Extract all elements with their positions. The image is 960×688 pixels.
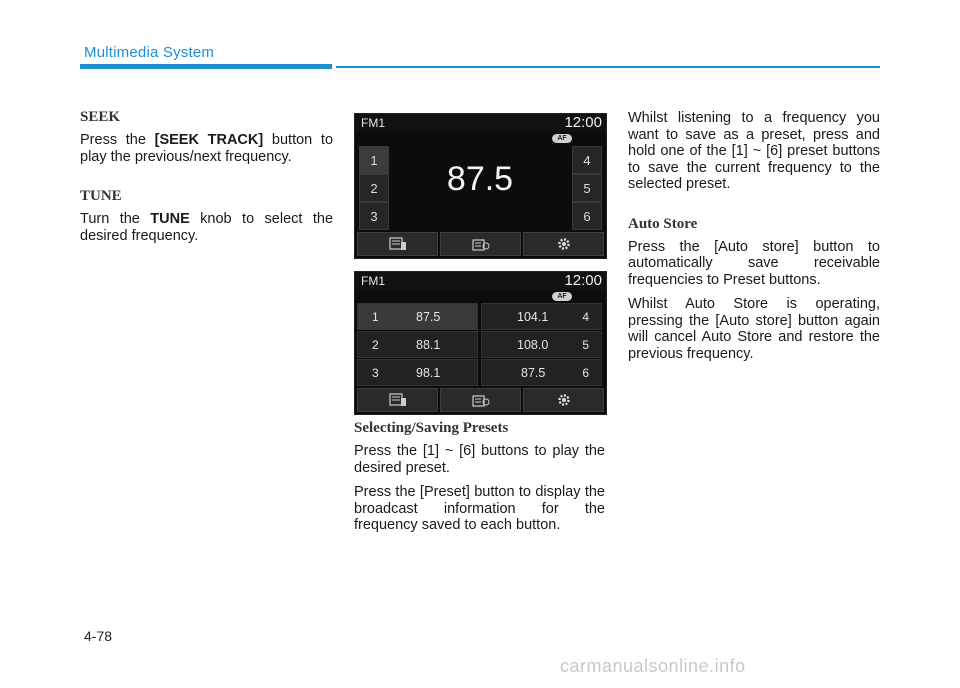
- presets-paragraph-1: Press the [1] ~ [6] buttons to play the desired preset.: [354, 443, 605, 476]
- presets-paragraph-2: Press the [Preset] button to display the broadcast information for the frequency saved to each button.: [354, 484, 605, 533]
- column-middle-text: [354, 419, 605, 542]
- autostore-paragraph-1: Press the [Auto store] button to automatically save receivable frequencies to Preset buttons.: [628, 238, 880, 288]
- column-left: [80, 108, 333, 252]
- column-right: [628, 110, 880, 370]
- radio-info-button[interactable]: [440, 232, 521, 256]
- page-number: 4-78: [84, 628, 113, 644]
- watermark: carmanualsonline.info: [560, 656, 746, 676]
- settings-gear-icon: [557, 393, 571, 407]
- preset-frequency: 98.1: [416, 366, 441, 380]
- section-title: Multimedia System: [84, 44, 215, 61]
- preset-row-2[interactable]: [357, 331, 478, 358]
- preset-frequency: 104.1: [517, 310, 549, 324]
- preset-frequency: 87.5: [521, 366, 546, 380]
- preset-row-5[interactable]: [481, 331, 602, 358]
- radio-info-icon: [472, 393, 490, 407]
- preset-number: 6: [582, 366, 589, 380]
- status-bar: [355, 272, 606, 290]
- header-rule-thick: [80, 64, 332, 69]
- band-label: FM1: [361, 116, 385, 130]
- preset-list-button[interactable]: [357, 388, 438, 412]
- preset-number: 4: [582, 310, 589, 324]
- preset-button-4[interactable]: 4: [572, 146, 602, 174]
- settings-button[interactable]: [523, 232, 604, 256]
- seek-heading: SEEK: [80, 109, 121, 125]
- frequency-display: 87.5: [446, 160, 514, 198]
- radio-info-button[interactable]: [440, 388, 521, 412]
- settings-gear-icon: [557, 237, 571, 251]
- preset-button-3[interactable]: 3: [359, 202, 389, 230]
- autostore-paragraph-2: Whilst Auto Store is operating, pressing the [Auto store] button again will cancel Auto Store and restore the previous frequency.: [628, 296, 880, 362]
- preset-row-3[interactable]: [357, 359, 478, 386]
- seek-paragraph: Press the [SEEK TRACK] button to play the previous/next frequency.: [80, 132, 334, 165]
- bottom-toolbar: [357, 388, 604, 412]
- preset-frequency: 108.0: [517, 338, 549, 352]
- radio-screen-main: [354, 113, 607, 259]
- preset-frequency: 88.1: [416, 338, 441, 352]
- preset-button-1[interactable]: 1: [359, 146, 389, 174]
- preset-list-icon: [389, 393, 407, 407]
- tune-heading: TUNE: [80, 188, 122, 204]
- preset-number: 2: [372, 338, 379, 352]
- preset-number: 1: [372, 310, 379, 324]
- autostore-heading: Auto Store: [628, 215, 698, 232]
- preset-button-6[interactable]: 6: [572, 202, 602, 230]
- preset-list-button[interactable]: [357, 232, 438, 256]
- preset-list-icon: [389, 237, 407, 251]
- bottom-toolbar: [357, 232, 604, 256]
- clock: 12:00: [564, 114, 602, 131]
- preset-row-4[interactable]: [481, 303, 602, 330]
- save-preset-paragraph: Whilst listening to a frequency you want to save as a preset, press and hold one of the [1] ~ [6] preset buttons to save the current frequency to the selected preset.: [628, 110, 880, 192]
- preset-button-5[interactable]: 5: [572, 174, 602, 202]
- settings-button[interactable]: [523, 388, 604, 412]
- preset-number: 3: [372, 366, 379, 380]
- status-bar: [355, 114, 606, 132]
- preset-number: 5: [582, 338, 589, 352]
- af-badge[interactable]: AF: [552, 134, 572, 143]
- radio-info-icon: [472, 237, 490, 251]
- preset-row-6[interactable]: [481, 359, 602, 386]
- clock: 12:00: [564, 272, 602, 289]
- preset-button-2[interactable]: 2: [359, 174, 389, 202]
- band-label: FM1: [361, 274, 385, 288]
- af-badge[interactable]: AF: [552, 292, 572, 301]
- tune-paragraph: Turn the TUNE knob to select the desired frequency.: [80, 211, 334, 244]
- preset-frequency: 87.5: [416, 310, 441, 324]
- header-rule-thin: [336, 66, 880, 68]
- presets-heading: Selecting/Saving Presets: [354, 420, 509, 436]
- radio-screen-preset-list: [354, 271, 607, 415]
- preset-row-1[interactable]: [357, 303, 478, 330]
